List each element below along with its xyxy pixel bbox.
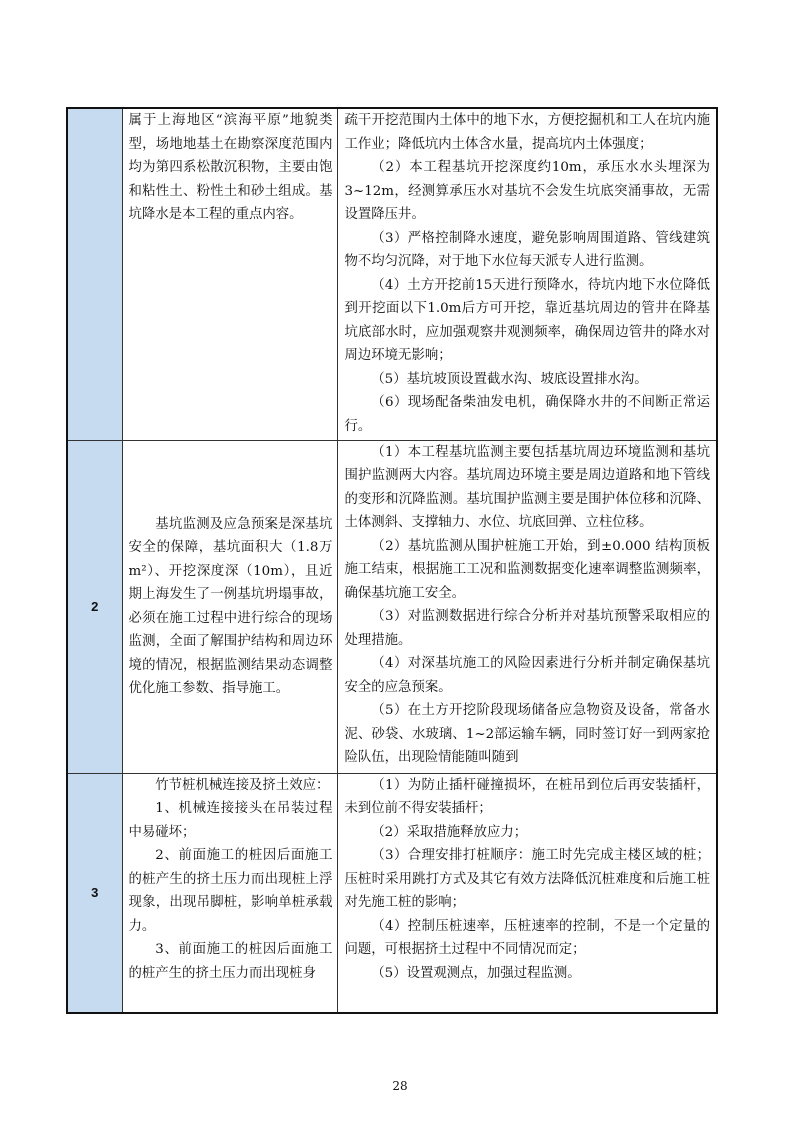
measure-paragraph: （3）合理安排打桩顺序：施工时先完成主楼区域的桩；压桩时采用跳打方式及其它有效方法降低沉桩难度和后施工桩对先施工桩的影响； [344,848,710,910]
measure-paragraph: （4）土方开挖前15天进行预降水，待坑内地下水位降低到开挖面以下1.0m后方可开挖，靠近基坑周边的管井在降基坑底部水时，应加强观察井观测频率，确保周边管井的降水对周边环境无影响； [344,277,710,363]
measure-paragraph: （2）采取措施释放应力； [371,824,528,840]
measure-paragraph: （5）设置观测点，加强过程监测。 [371,965,581,981]
measure-paragraph: 疏干开挖范围内土体中的地下水，方便挖掘机和工人在坑内施工作业；降低坑内土体含水量，提高坑内土体强度； [344,113,710,152]
table-row [67,773,717,1013]
measure-paragraph: （1）本工程基坑监测主要包括基坑周边环境监测和基坑围护监测两大内容。基坑周边环境主要是周边道路和地下管线的变形和沉降监测。基坑围护监测主要是围护体位移和沉降、土体测斜、支撑轴力、水位、坑底回弹、立柱位移。 [344,444,710,530]
measure-paragraph: （3）严格控制降水速度，避免影响周围道路、管线建筑物不均匀沉降，对于地下水位每天派专人进行监测。 [344,230,710,269]
row-number: 3 [91,885,99,901]
measure-paragraph: （2）本工程基坑开挖深度约10m，承压水水头埋深为3~12m，经测算承压水对基坑不会发生坑底突涌事故，无需设置降压井。 [344,160,710,222]
measure-paragraph: （2）基坑监测从围护桩施工开始，到±0.000 结构顶板施工结束，根据施工工况和监测数据变化速率调整监测频率，确保基坑施工安全。 [344,538,710,601]
description-cell [122,773,337,1013]
description-paragraph: 2、前面施工的桩因后面施工的桩产生的挤土压力而出现桩上浮现象，出现吊脚桩，影响单桩承载力。 [128,848,333,934]
measure-paragraph: （3）对监测数据进行综合分析并对基坑预警采取相应的处理措施。 [344,609,710,648]
description-paragraph: 属于上海地区“滨海平原”地貌类型，场地地基土在勘察深度范围内均为第四系松散沉积物，主要由饱和粘性土、粉性土和砂土组成。基坑降水是本工程的重点内容。 [128,113,333,222]
row-number-cell [67,108,122,440]
description-paragraph: 3、前面施工的桩因后面施工的桩产生的挤土压力而出现桩身 [128,942,333,981]
measure-paragraph: （5）基坑坡顶设置截水沟、坡底设置排水沟。 [371,371,648,387]
measures-table [66,107,718,1014]
row-number: 2 [91,599,99,614]
table-row [67,108,717,440]
description-paragraph: 1、机械连接接头在吊装过程中易碰坏； [128,801,333,840]
measure-paragraph: （1）为防止插杆碰撞损坏，在桩吊到位后再安装插杆，未到位前不得安装插杆； [344,777,710,816]
row-number-cell [67,440,122,773]
measure-paragraph: （4）对深基坑施工的风险因素进行分析并制定确保基坑安全的应急预案。 [344,656,710,695]
measures-cell [337,108,717,440]
page-number: 28 [392,1079,408,1093]
measure-paragraph: （6）现场配备柴油发电机，确保降水井的不间断正常运行。 [344,395,710,434]
measures-cell [337,773,717,1013]
measures-cell [337,440,717,773]
description-paragraph: 竹节桩机械连接及挤土效应： [155,777,330,793]
description-cell [122,440,337,773]
measure-paragraph: （4）控制压桩速率，压桩速率的控制，不是一个定量的问题，可根据挤土过程中不同情况而定； [344,918,710,957]
description-cell [122,108,337,440]
description-paragraph: 基坑监测及应急预案是深基坑安全的保障，基坑面积大（1.8万m²）、开挖深度深（10m），且近期上海发生了一例基坑坍塌事故，必须在施工过程中进行综合的现场监测，全面了解围护结构和周边环境的情况，根据监测结果动态调整优化施工参数、指导施工。 [128,516,333,696]
measure-paragraph: （5）在土方开挖阶段现场储备应急物资及设备，常备水泥、砂袋、水玻璃、1~2部运输车辆，同时签订好一到两家抢险队伍，出现险情能随叫随到 [344,703,710,765]
table-row [67,440,717,773]
row-number-cell [67,773,122,1013]
